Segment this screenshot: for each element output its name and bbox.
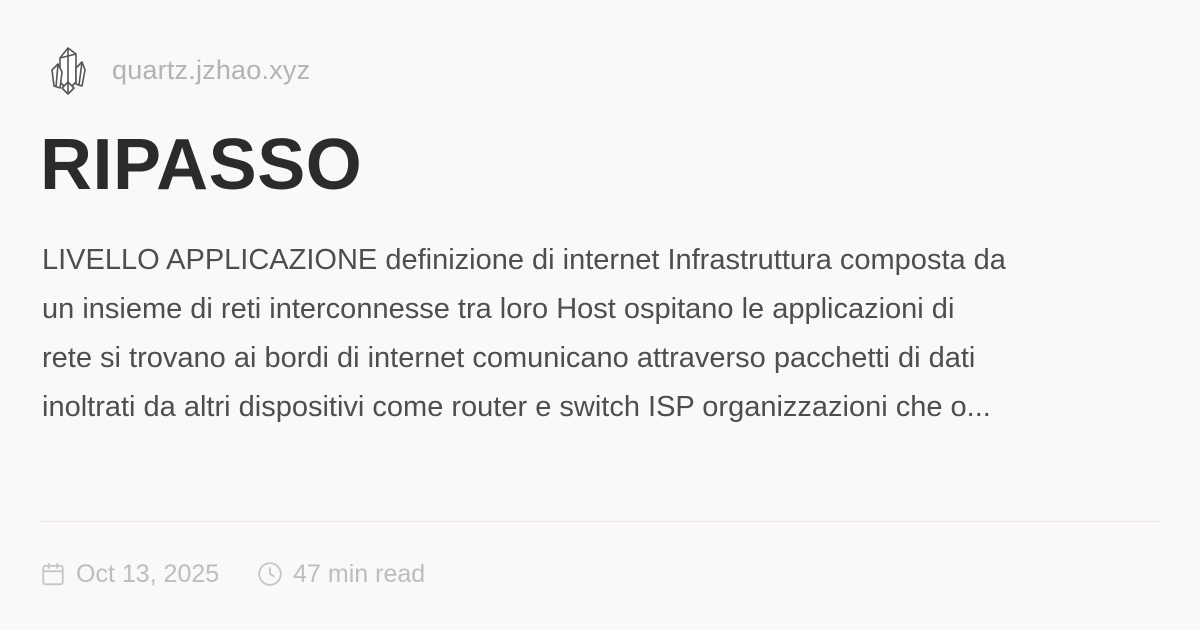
excerpt-line: rete si trovano ai bordi di internet comunicano attraverso pacchetti di dati bbox=[42, 342, 976, 374]
page-meta bbox=[40, 556, 425, 592]
page-excerpt bbox=[42, 236, 1160, 432]
clock-icon bbox=[257, 561, 283, 587]
divider bbox=[40, 521, 1160, 522]
site-name[interactable]: quartz.jzhao.xyz bbox=[112, 54, 311, 85]
publish-date bbox=[40, 560, 219, 589]
excerpt-line: inoltrati da altri dispositivi come router e switch ISP organizzazioni che o... bbox=[42, 391, 991, 423]
publish-date-text: Oct 13, 2025 bbox=[76, 559, 220, 588]
reading-time bbox=[257, 560, 425, 589]
page-title: RIPASSO bbox=[40, 125, 363, 205]
excerpt-line: LIVELLO APPLICAZIONE definizione di internet Infrastruttura composta da bbox=[42, 244, 1006, 276]
calendar-icon bbox=[40, 561, 66, 587]
crystal-logo-icon bbox=[48, 44, 88, 96]
reading-time-text: 47 min read bbox=[293, 559, 426, 588]
excerpt-line: un insieme di reti interconnesse tra loro Host ospitano le applicazioni di bbox=[42, 293, 955, 325]
site-header bbox=[48, 42, 310, 98]
